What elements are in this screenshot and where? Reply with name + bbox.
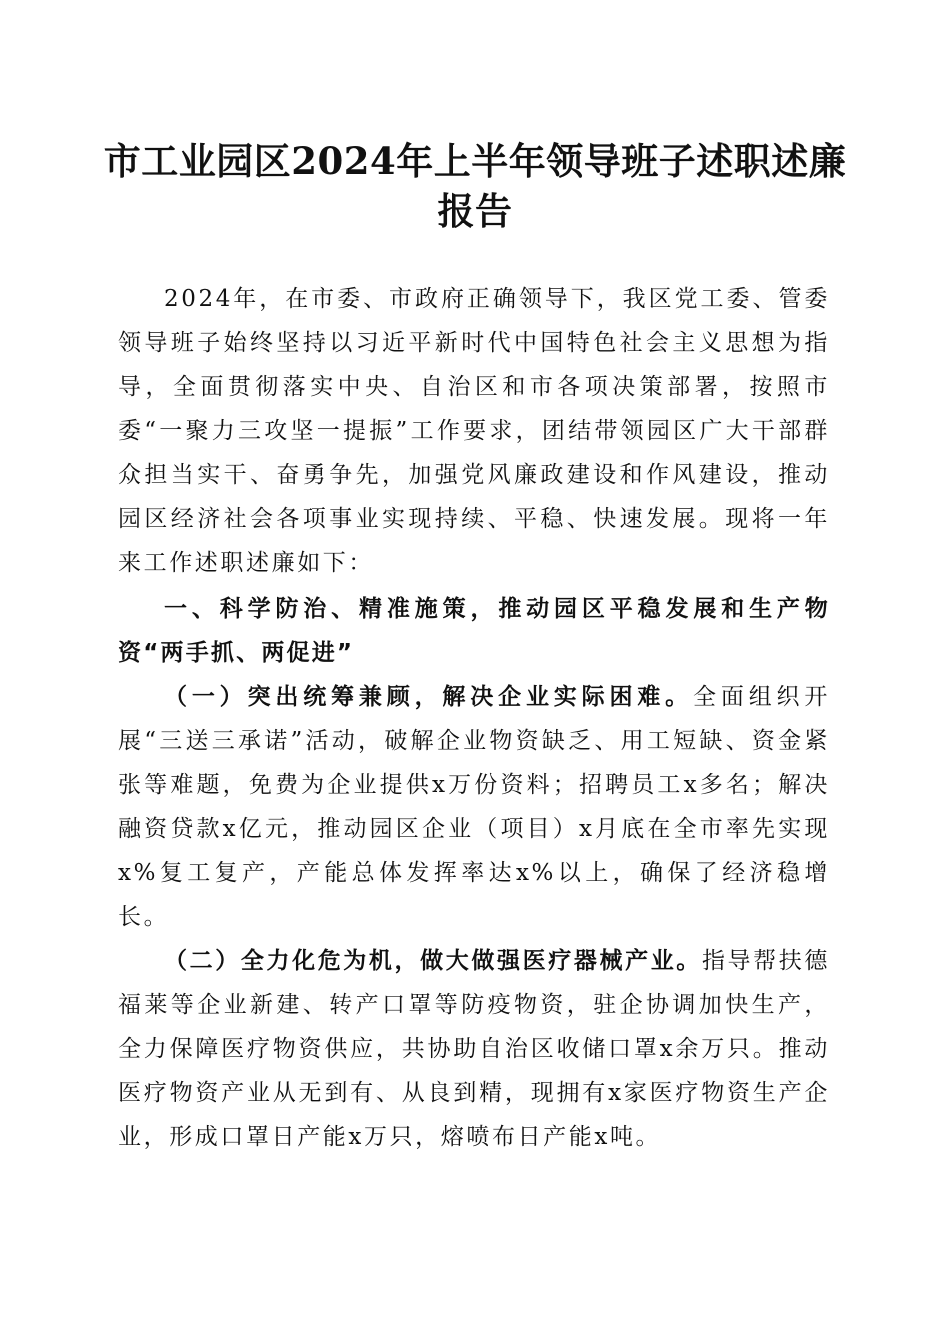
subsection-2-paragraph — [118, 939, 830, 1159]
subsection-2-label: （二）全力化危为机，做大做强医疗器械产业。 — [164, 947, 702, 974]
subsection-1-body: 全面组织开展“三送三承诺”活动，破解企业物资缺乏、用工短缺、资金紧张等难题，免费为企业提供x万份资料；招聘员工x多名；解决融资贷款x亿元，推动园区企业（项目）x月底在全市率先实现x%复工复产，产能总体发挥率达x%以上，确保了经济稳增长。 — [118, 684, 831, 930]
subsection-1-label: （一）突出统筹兼顾，解决企业实际困难。 — [164, 683, 694, 710]
document-title: 市工业园区2024年上半年领导班子述职述廉报告 — [103, 139, 847, 233]
section-1-heading: 一、科学防治、精准施策，推动园区平稳发展和生产物资“两手抓、两促进” — [118, 596, 830, 666]
intro-paragraph: 2024年，在市委、市政府正确领导下，我区党工委、管委领导班子始终坚持以习近平新时代中国特色社会主义思想为指导，全面贯彻落实中央、自治区和市各项决策部署，按照市委“一聚力三攻坚一提振”工作要求，团结带领园区广大干部群众担当实干、奋勇争先，加强党风廉政建设和作风建设，推动园区经济社会各项事业实现持续、平稳、快速发展。现将一年来工作述职述廉如下： — [118, 286, 830, 576]
subsection-1-paragraph — [118, 675, 830, 939]
subsection-2-body: 指导帮扶德福莱等企业新建、转产口罩等防疫物资，驻企协调加快生产，全力保障医疗物资供应，共协助自治区收储口罩x余万只。推动医疗物资产业从无到有、从良到精，现拥有x家医疗物资生产企业，形成口罩日产能x万只，熔喷布日产能x吨。 — [118, 948, 830, 1150]
